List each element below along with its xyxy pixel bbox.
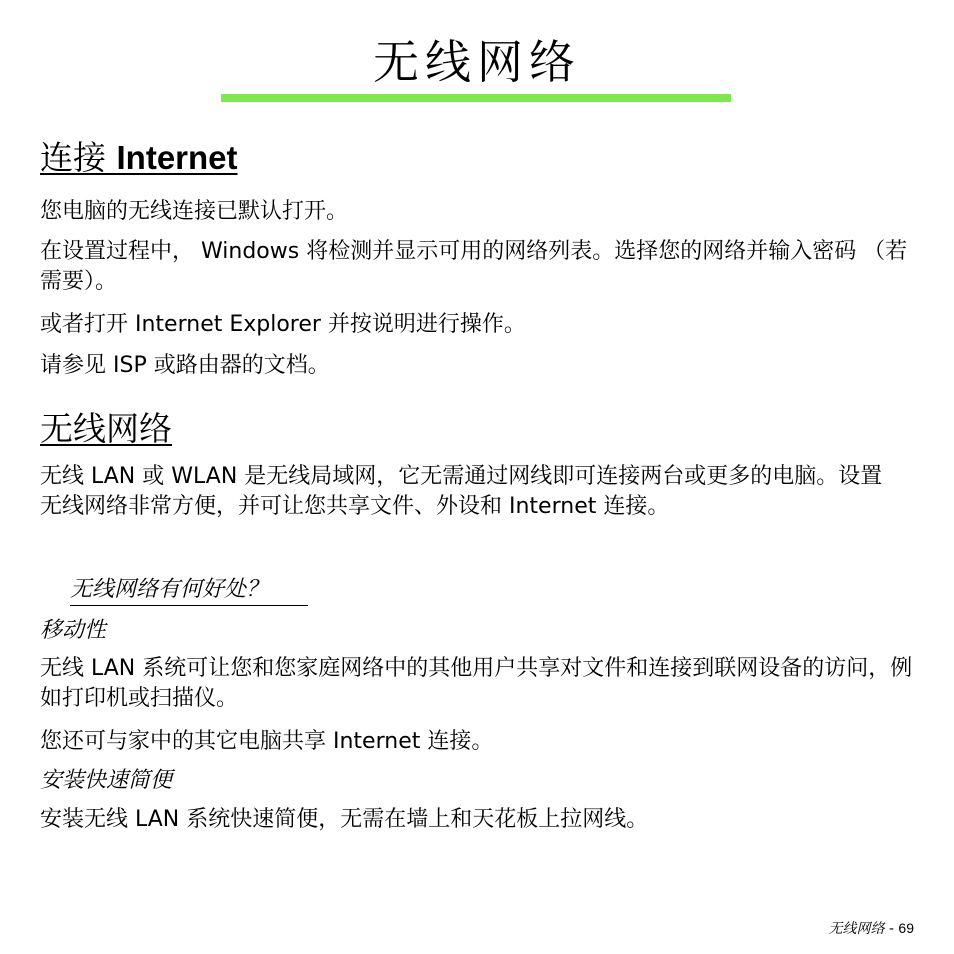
subheading-install: 安装快速简便 bbox=[40, 768, 173, 793]
paragraph-isp-docs: 请参见 ISP 或路由器的文档。 bbox=[40, 353, 330, 378]
paragraph-internet-explorer: 或者打开 Internet Explorer 并按说明进行操作。 bbox=[40, 312, 526, 337]
section-heading-en: Internet bbox=[116, 139, 238, 176]
paragraph-install-easy: 安装无线 LAN 系统快速简便，无需在墙上和天花板上拉网线。 bbox=[40, 807, 649, 832]
footer-label: 无线网络 - bbox=[828, 921, 899, 937]
benefits-link[interactable]: 无线网络有何好处？ bbox=[70, 575, 308, 606]
paragraph-wireless-default: 您电脑的无线连接已默认打开。 bbox=[40, 199, 349, 224]
title-underline-bar bbox=[221, 94, 731, 102]
page-title: 无线网络 bbox=[373, 35, 581, 89]
subheading-mobility: 移动性 bbox=[40, 618, 107, 643]
section-heading-cn: 连接 bbox=[40, 138, 117, 177]
section-heading-wireless: 无线网络 bbox=[40, 409, 172, 448]
paragraph-setup-networks: 在设置过程中， Windows 将检测并显示可用的网络列表。选择您的网络并输入密码 （若需要）。 bbox=[40, 239, 908, 294]
section-heading-connect-internet bbox=[40, 137, 238, 179]
paragraph-wlan-intro: 无线 LAN 或 WLAN 是无线局域网，它无需通过网线即可连接两台或更多的电脑。设置无线网络非常方便，并可让您共享文件、外设和 Internet 连接。 bbox=[40, 464, 883, 519]
page-number: 69 bbox=[898, 920, 914, 936]
page-footer bbox=[828, 918, 914, 939]
paragraph-mobility-share: 无线 LAN 系统可让您和您家庭网络中的其他用户共享对文件和连接到联网设备的访问，例如打印机或扫描仪。 bbox=[40, 656, 913, 711]
paragraph-share-internet: 您还可与家中的其它电脑共享 Internet 连接。 bbox=[40, 729, 494, 754]
